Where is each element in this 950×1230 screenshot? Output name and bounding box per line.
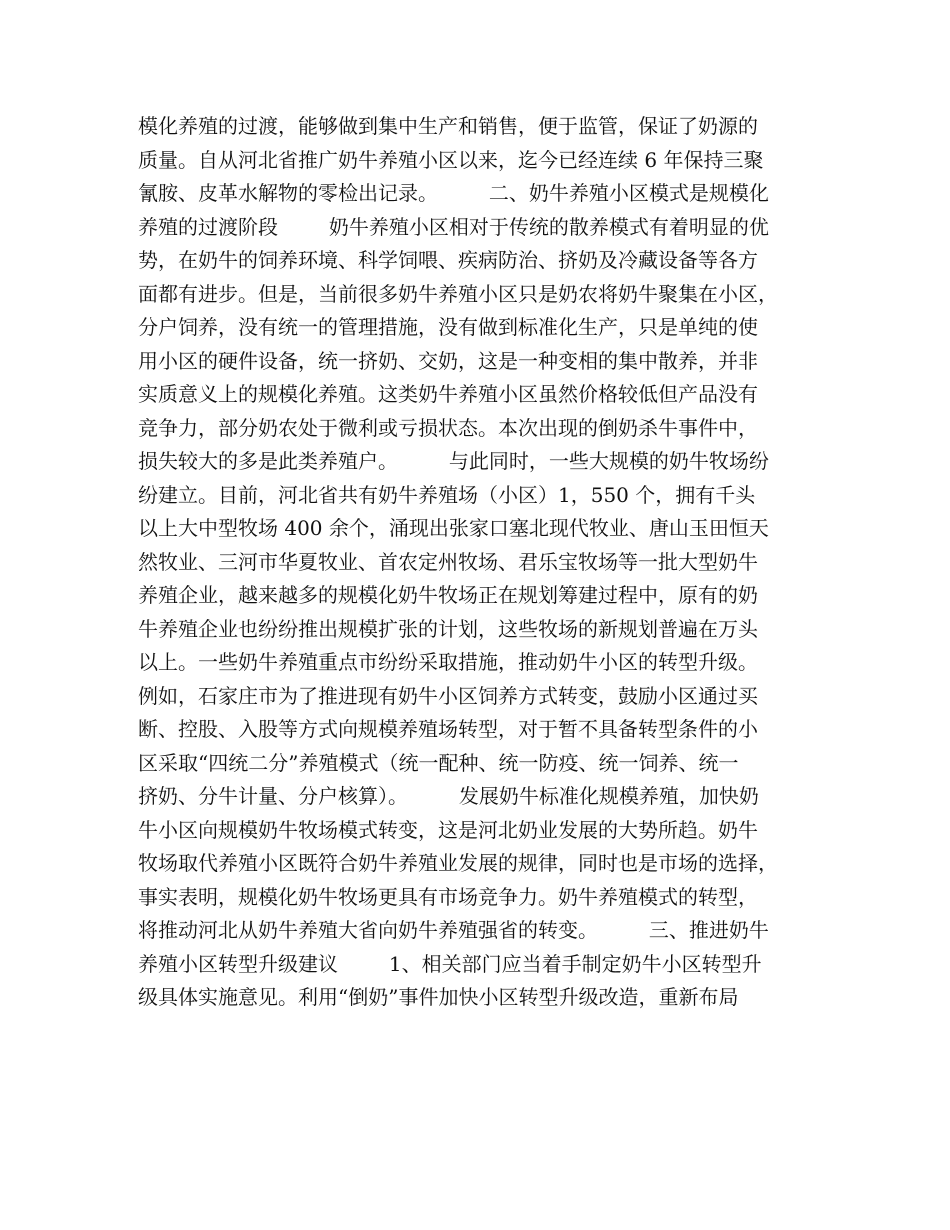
- text-line: 质量。自从河北省推广奶牛养殖小区以来，迄今已经连续 6 年保持三聚: [138, 147, 764, 172]
- text-line: 养殖的过渡阶段 奶牛养殖小区相对于传统的散养模式有着明显的优: [138, 214, 769, 239]
- text-line: 然牧业、三河市华夏牧业、首农定州牧场、君乐宝牧场等一批大型奶牛: [138, 549, 758, 574]
- text-line: 牛小区向规模奶牛牧场模式转变，这是河北奶业发展的大势所趋。奶牛: [138, 817, 758, 842]
- text-line: 区采取“四统二分”养殖模式（统一配种、统一防疫、统一饲养、统一: [138, 750, 739, 775]
- text-line: 挤奶、分牛计量、分户核算）。 发展奶牛标准化规模养殖，加快奶: [138, 784, 759, 808]
- text-line: 竞争力，部分奶农处于微利或亏损状态。本次出现的倒奶杀牛事件中，: [138, 415, 758, 440]
- text-line: 事实表明，规模化奶牛牧场更具有市场竞争力。奶牛养殖模式的转型，: [138, 884, 758, 909]
- text-line: 例如，石家庄市为了推进现有奶牛小区饲养方式转变，鼓励小区通过买: [138, 683, 758, 708]
- text-line: 养殖小区转型升级建议 1、相关部门应当着手制定奶牛小区转型升: [138, 951, 762, 976]
- text-line: 纷建立。目前，河北省共有奶牛养殖场（小区）1，550 个，拥有千头: [138, 482, 756, 507]
- text-line: 断、控股、入股等方式向规模养殖场转型，对于暂不具备转型条件的小: [138, 717, 758, 741]
- text-line: 级具体实施意见。利用“倒奶”事件加快小区转型升级改造，重新布局: [138, 985, 739, 1009]
- text-line: 损失较大的多是此类养殖户。 与此同时，一些大规模的奶牛牧场纷: [138, 449, 769, 473]
- text-line: 面都有进步。但是，当前很多奶牛养殖小区只是奶农将奶牛聚集在小区，: [138, 281, 778, 306]
- text-line: 以上大中型牧场 400 余个，涌现出张家口塞北现代牧业、唐山玉田恒天: [138, 516, 769, 540]
- text-line: 实质意义上的规模化养殖。这类奶牛养殖小区虽然价格较低但产品没有: [138, 382, 758, 406]
- text-line: 势，在奶牛的饲养环境、科学饲喂、疾病防治、挤奶及冷藏设备等各方: [138, 248, 758, 272]
- text-line: 氰胺、皮革水解物的零检出记录。 二、奶牛养殖小区模式是规模化: [138, 181, 769, 205]
- text-line: 牧场取代养殖小区既符合奶牛养殖业发展的规律，同时也是市场的选择，: [138, 851, 778, 875]
- text-line: 分户饲养，没有统一的管理措施，没有做到标准化生产，只是单纯的使: [138, 315, 758, 339]
- text-line: 养殖企业，越来越多的规模化奶牛牧场正在规划筹建过程中，原有的奶: [138, 583, 758, 607]
- text-line: 将推动河北从奶牛养殖大省向奶牛养殖强省的转变。 三、推进奶牛: [138, 918, 769, 942]
- text-line: 牛养殖企业也纷纷推出规模扩张的计划，这些牧场的新规划普遍在万头: [138, 616, 758, 641]
- body-text: [138, 110, 828, 1015]
- text-line: 模化养殖的过渡，能够做到集中生产和销售，便于监管，保证了奶源的: [138, 114, 758, 138]
- text-line: 用小区的硬件设备，统一挤奶、交奶，这是一种变相的集中散养，并非: [138, 348, 758, 373]
- text-line: 以上。一些奶牛养殖重点市纷纷采取措施，推动奶牛小区的转型升级。: [138, 650, 758, 674]
